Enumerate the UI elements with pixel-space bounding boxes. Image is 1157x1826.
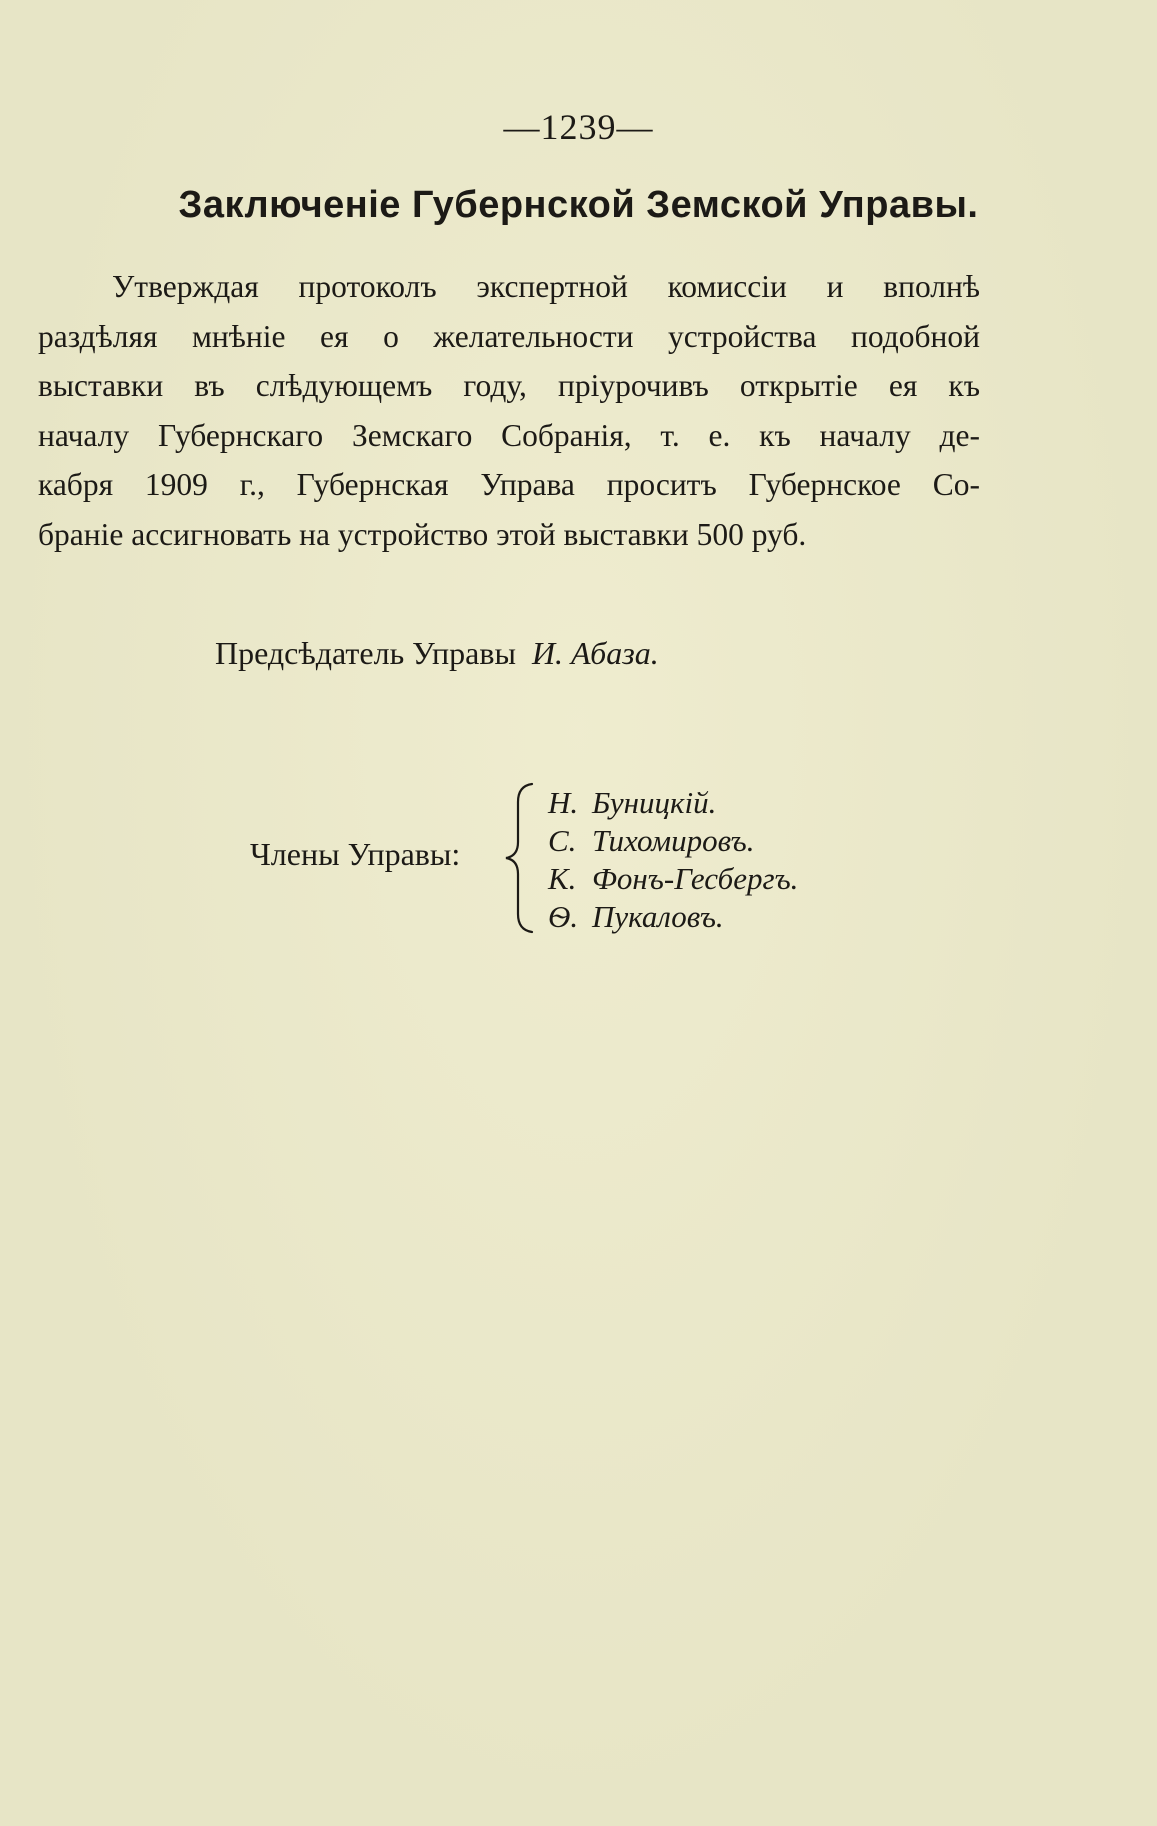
member-surname: Пукаловъ.: [592, 899, 724, 934]
chairman-label: Предсѣдатель Управы: [215, 635, 516, 671]
body-line: браніе ассигновать на устройство этой выставки 500 руб.: [38, 516, 807, 552]
member-initial: С.: [548, 823, 577, 858]
chairman-signature-line: [215, 635, 659, 672]
curly-brace: [500, 782, 540, 934]
member-initial: Н.: [548, 785, 579, 820]
members-list: [548, 784, 798, 936]
body-line: кабря 1909 г., Губернская Управа проситъ Губернское Со-: [38, 467, 980, 502]
section-heading: Заключеніе Губернской Земской Управы.: [178, 184, 979, 226]
page-number: —1239—: [503, 107, 654, 147]
list-item: [548, 860, 798, 898]
body-line: Утверждая протоколъ экспертной комиссіи и вполнѣ: [112, 269, 980, 304]
member-initial: Ѳ.: [548, 899, 579, 934]
chairman-name: И. Абаза.: [531, 635, 659, 671]
member-initial: К.: [548, 861, 577, 896]
body-line: выставки въ слѣдующемъ году, пріурочивъ открытіе ея къ: [38, 368, 980, 403]
list-item: [548, 784, 798, 822]
member-surname: Тихомировъ.: [592, 823, 755, 858]
list-item: [548, 898, 798, 936]
list-item: [548, 822, 798, 860]
body-paragraph: [38, 262, 980, 559]
body-line: раздѣляя мнѣніе ея о желательности устройства подобной: [38, 318, 980, 354]
body-line: началу Губернскаго Земскаго Собранія, т. е. къ началу де-: [38, 417, 980, 453]
member-surname: Буницкій.: [592, 785, 717, 820]
members-label: Члены Управы:: [250, 836, 461, 872]
member-surname: Фонъ-Гесбергъ.: [592, 861, 799, 896]
